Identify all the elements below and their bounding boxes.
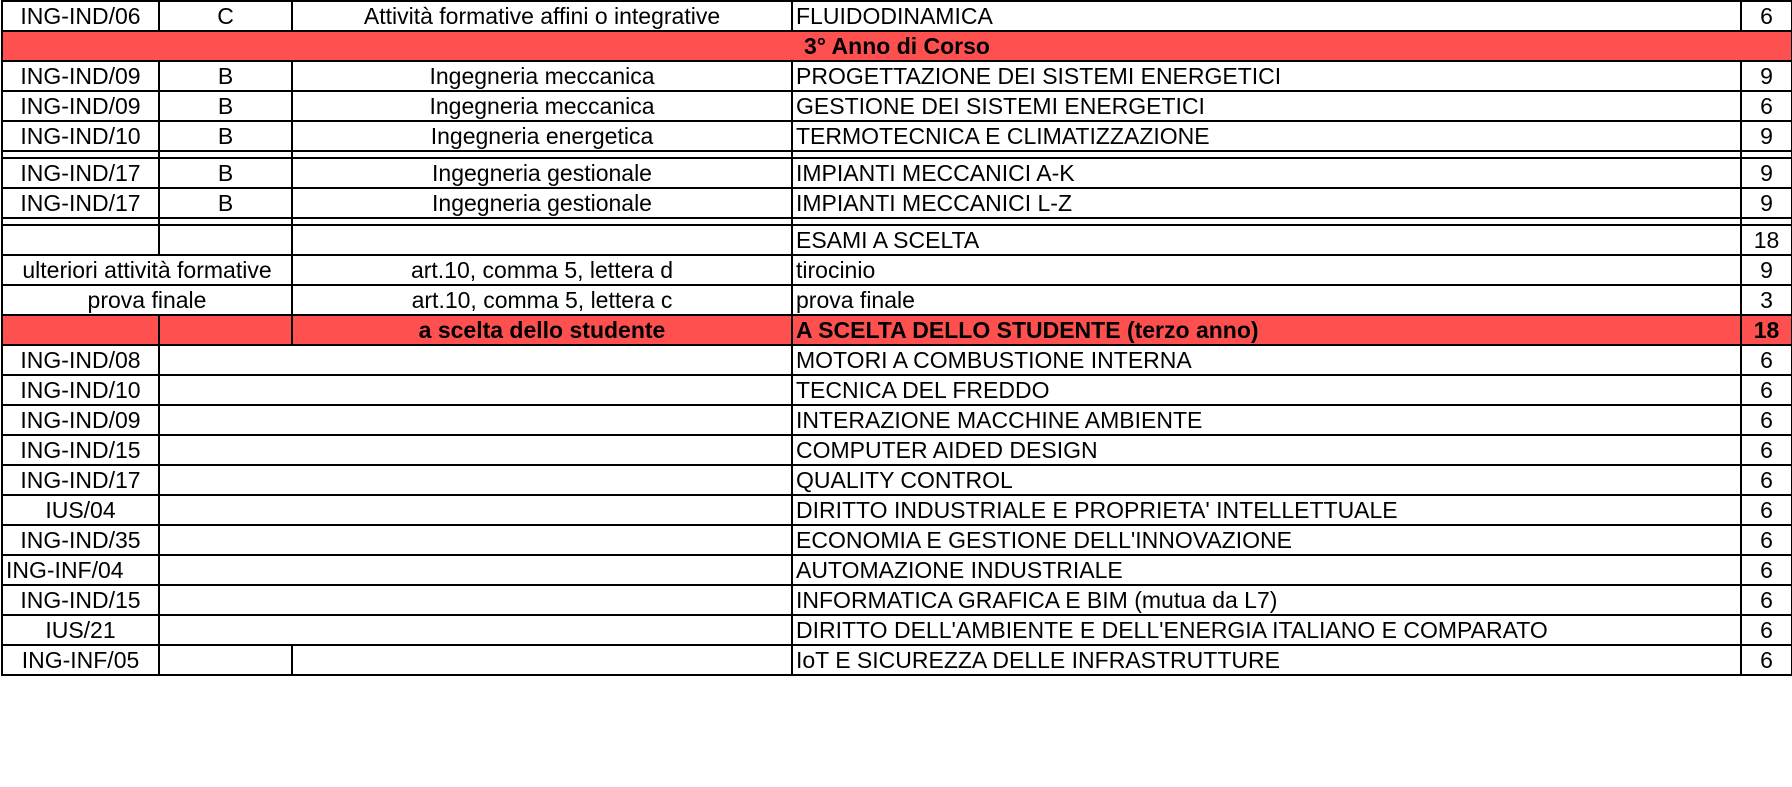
empty-cell bbox=[292, 151, 792, 158]
table-row bbox=[2, 61, 1792, 91]
cfu-cell: 6 bbox=[1741, 465, 1792, 495]
cfu-cell: 3 bbox=[1741, 285, 1792, 315]
insegnamento-cell: IMPIANTI MECCANICI A-K bbox=[792, 158, 1741, 188]
ssd-cell: IUS/21 bbox=[2, 615, 159, 645]
table-row bbox=[2, 188, 1792, 218]
table-row bbox=[2, 405, 1792, 435]
ssd-cell: ING-IND/06 bbox=[2, 1, 159, 31]
cfu-cell: 6 bbox=[1741, 555, 1792, 585]
empty-cell bbox=[159, 151, 292, 158]
ssd-cell: ING-IND/17 bbox=[2, 188, 159, 218]
tipo-cell: B bbox=[159, 188, 292, 218]
empty-cell bbox=[292, 225, 792, 255]
cfu-cell: 9 bbox=[1741, 121, 1792, 151]
ssd-cell: ING-IND/09 bbox=[2, 405, 159, 435]
insegnamento-cell: TERMOTECNICA E CLIMATIZZAZIONE bbox=[792, 121, 1741, 151]
highlight-row bbox=[2, 315, 1792, 345]
empty-cell bbox=[159, 375, 792, 405]
empty-cell bbox=[159, 405, 792, 435]
empty-cell bbox=[2, 218, 159, 225]
cfu-cell: 6 bbox=[1741, 585, 1792, 615]
table-row bbox=[2, 285, 1792, 315]
insegnamento-cell: DIRITTO DELL'AMBIENTE E DELL'ENERGIA ITALIANO E COMPARATO bbox=[792, 615, 1741, 645]
cfu-cell: 9 bbox=[1741, 255, 1792, 285]
ssd-cell: ulteriori attività formative bbox=[2, 255, 292, 285]
curriculum-table bbox=[1, 0, 1792, 676]
table-row bbox=[2, 345, 1792, 375]
ssd-cell: ING-IND/17 bbox=[2, 465, 159, 495]
ambito-cell: Ingegneria gestionale bbox=[292, 158, 792, 188]
ssd-cell: prova finale bbox=[2, 285, 292, 315]
insegnamento-cell: DIRITTO INDUSTRIALE E PROPRIETA' INTELLETTUALE bbox=[792, 495, 1741, 525]
table-row bbox=[2, 465, 1792, 495]
empty-cell bbox=[1741, 218, 1792, 225]
table-row bbox=[2, 615, 1792, 645]
insegnamento-cell: prova finale bbox=[792, 285, 1741, 315]
ssd-cell: ING-IND/15 bbox=[2, 435, 159, 465]
insegnamento-cell: ECONOMIA E GESTIONE DELL'INNOVAZIONE bbox=[792, 525, 1741, 555]
empty-cell bbox=[159, 465, 792, 495]
table-row bbox=[2, 585, 1792, 615]
empty-cell bbox=[159, 495, 792, 525]
cfu-cell: 6 bbox=[1741, 91, 1792, 121]
tipo-cell: B bbox=[159, 61, 292, 91]
empty-cell bbox=[792, 151, 1741, 158]
ambito-cell: Ingegneria energetica bbox=[292, 121, 792, 151]
ssd-cell: ING-IND/35 bbox=[2, 525, 159, 555]
ambito-cell: art.10, comma 5, lettera d bbox=[292, 255, 792, 285]
insegnamento-cell: COMPUTER AIDED DESIGN bbox=[792, 435, 1741, 465]
section-title-row bbox=[2, 31, 1792, 61]
spacer-row bbox=[2, 151, 1792, 158]
ambito-cell: a scelta dello studente bbox=[292, 315, 792, 345]
table-row bbox=[2, 525, 1792, 555]
insegnamento-cell: FLUIDODINAMICA bbox=[792, 1, 1741, 31]
empty-cell bbox=[792, 218, 1741, 225]
empty-cell bbox=[159, 585, 792, 615]
ssd-cell: IUS/04 bbox=[2, 495, 159, 525]
ssd-cell: ING-IND/10 bbox=[2, 121, 159, 151]
cfu-cell: 6 bbox=[1741, 525, 1792, 555]
table-row bbox=[2, 435, 1792, 465]
table-row bbox=[2, 555, 1792, 585]
insegnamento-cell: ESAMI A SCELTA bbox=[792, 225, 1741, 255]
cfu-cell: 6 bbox=[1741, 375, 1792, 405]
cfu-cell: 6 bbox=[1741, 1, 1792, 31]
insegnamento-cell: INFORMATICA GRAFICA E BIM (mutua da L7) bbox=[792, 585, 1741, 615]
insegnamento-cell: INTERAZIONE MACCHINE AMBIENTE bbox=[792, 405, 1741, 435]
ambito-cell: art.10, comma 5, lettera c bbox=[292, 285, 792, 315]
table-row bbox=[2, 255, 1792, 285]
ssd-cell: ING-IND/10 bbox=[2, 375, 159, 405]
section-title: 3° Anno di Corso bbox=[2, 31, 1792, 61]
table-row bbox=[2, 225, 1792, 255]
insegnamento-cell: MOTORI A COMBUSTIONE INTERNA bbox=[792, 345, 1741, 375]
insegnamento-cell: PROGETTAZIONE DEI SISTEMI ENERGETICI bbox=[792, 61, 1741, 91]
ssd-cell: ING-IND/09 bbox=[2, 91, 159, 121]
ssd-cell: ING-IND/15 bbox=[2, 585, 159, 615]
empty-cell bbox=[159, 315, 292, 345]
cfu-cell: 9 bbox=[1741, 158, 1792, 188]
ambito-cell: Attività formative affini o integrative bbox=[292, 1, 792, 31]
insegnamento-cell: IoT E SICUREZZA DELLE INFRASTRUTTURE bbox=[792, 645, 1741, 675]
ssd-cell: ING-IND/17 bbox=[2, 158, 159, 188]
cfu-cell: 9 bbox=[1741, 188, 1792, 218]
empty-cell bbox=[159, 345, 792, 375]
empty-cell bbox=[159, 615, 792, 645]
tipo-cell: C bbox=[159, 1, 292, 31]
table-row bbox=[2, 375, 1792, 405]
insegnamento-cell: IMPIANTI MECCANICI L-Z bbox=[792, 188, 1741, 218]
ambito-cell: Ingegneria meccanica bbox=[292, 61, 792, 91]
empty-cell bbox=[159, 555, 792, 585]
table-row bbox=[2, 158, 1792, 188]
ssd-cell: ING-INF/04 bbox=[2, 555, 159, 585]
empty-cell bbox=[1741, 151, 1792, 158]
cfu-cell: 6 bbox=[1741, 615, 1792, 645]
empty-cell bbox=[159, 225, 292, 255]
spacer-row bbox=[2, 218, 1792, 225]
tipo-cell: B bbox=[159, 121, 292, 151]
cfu-cell: 6 bbox=[1741, 435, 1792, 465]
insegnamento-cell: GESTIONE DEI SISTEMI ENERGETICI bbox=[792, 91, 1741, 121]
insegnamento-cell: A SCELTA DELLO STUDENTE (terzo anno) bbox=[792, 315, 1741, 345]
ssd-cell: ING-IND/08 bbox=[2, 345, 159, 375]
ssd-cell: ING-INF/05 bbox=[2, 645, 159, 675]
insegnamento-cell: tirocinio bbox=[792, 255, 1741, 285]
insegnamento-cell: QUALITY CONTROL bbox=[792, 465, 1741, 495]
empty-cell bbox=[159, 435, 792, 465]
empty-cell bbox=[2, 151, 159, 158]
cfu-cell: 18 bbox=[1741, 315, 1792, 345]
empty-cell bbox=[2, 225, 159, 255]
tipo-cell: B bbox=[159, 158, 292, 188]
table-row bbox=[2, 1, 1792, 31]
table-row bbox=[2, 121, 1792, 151]
table-row bbox=[2, 495, 1792, 525]
insegnamento-cell: TECNICA DEL FREDDO bbox=[792, 375, 1741, 405]
cfu-cell: 6 bbox=[1741, 495, 1792, 525]
insegnamento-cell: AUTOMAZIONE INDUSTRIALE bbox=[792, 555, 1741, 585]
ssd-cell: ING-IND/09 bbox=[2, 61, 159, 91]
empty-cell bbox=[159, 645, 292, 675]
cfu-cell: 6 bbox=[1741, 345, 1792, 375]
tipo-cell: B bbox=[159, 91, 292, 121]
ambito-cell: Ingegneria meccanica bbox=[292, 91, 792, 121]
cfu-cell: 6 bbox=[1741, 645, 1792, 675]
cfu-cell: 6 bbox=[1741, 405, 1792, 435]
empty-cell bbox=[2, 315, 159, 345]
table-row bbox=[2, 91, 1792, 121]
empty-cell bbox=[292, 645, 792, 675]
empty-cell bbox=[292, 218, 792, 225]
table-row bbox=[2, 645, 1792, 675]
empty-cell bbox=[159, 218, 292, 225]
cfu-cell: 9 bbox=[1741, 61, 1792, 91]
cfu-cell: 18 bbox=[1741, 225, 1792, 255]
empty-cell bbox=[159, 525, 792, 555]
ambito-cell: Ingegneria gestionale bbox=[292, 188, 792, 218]
